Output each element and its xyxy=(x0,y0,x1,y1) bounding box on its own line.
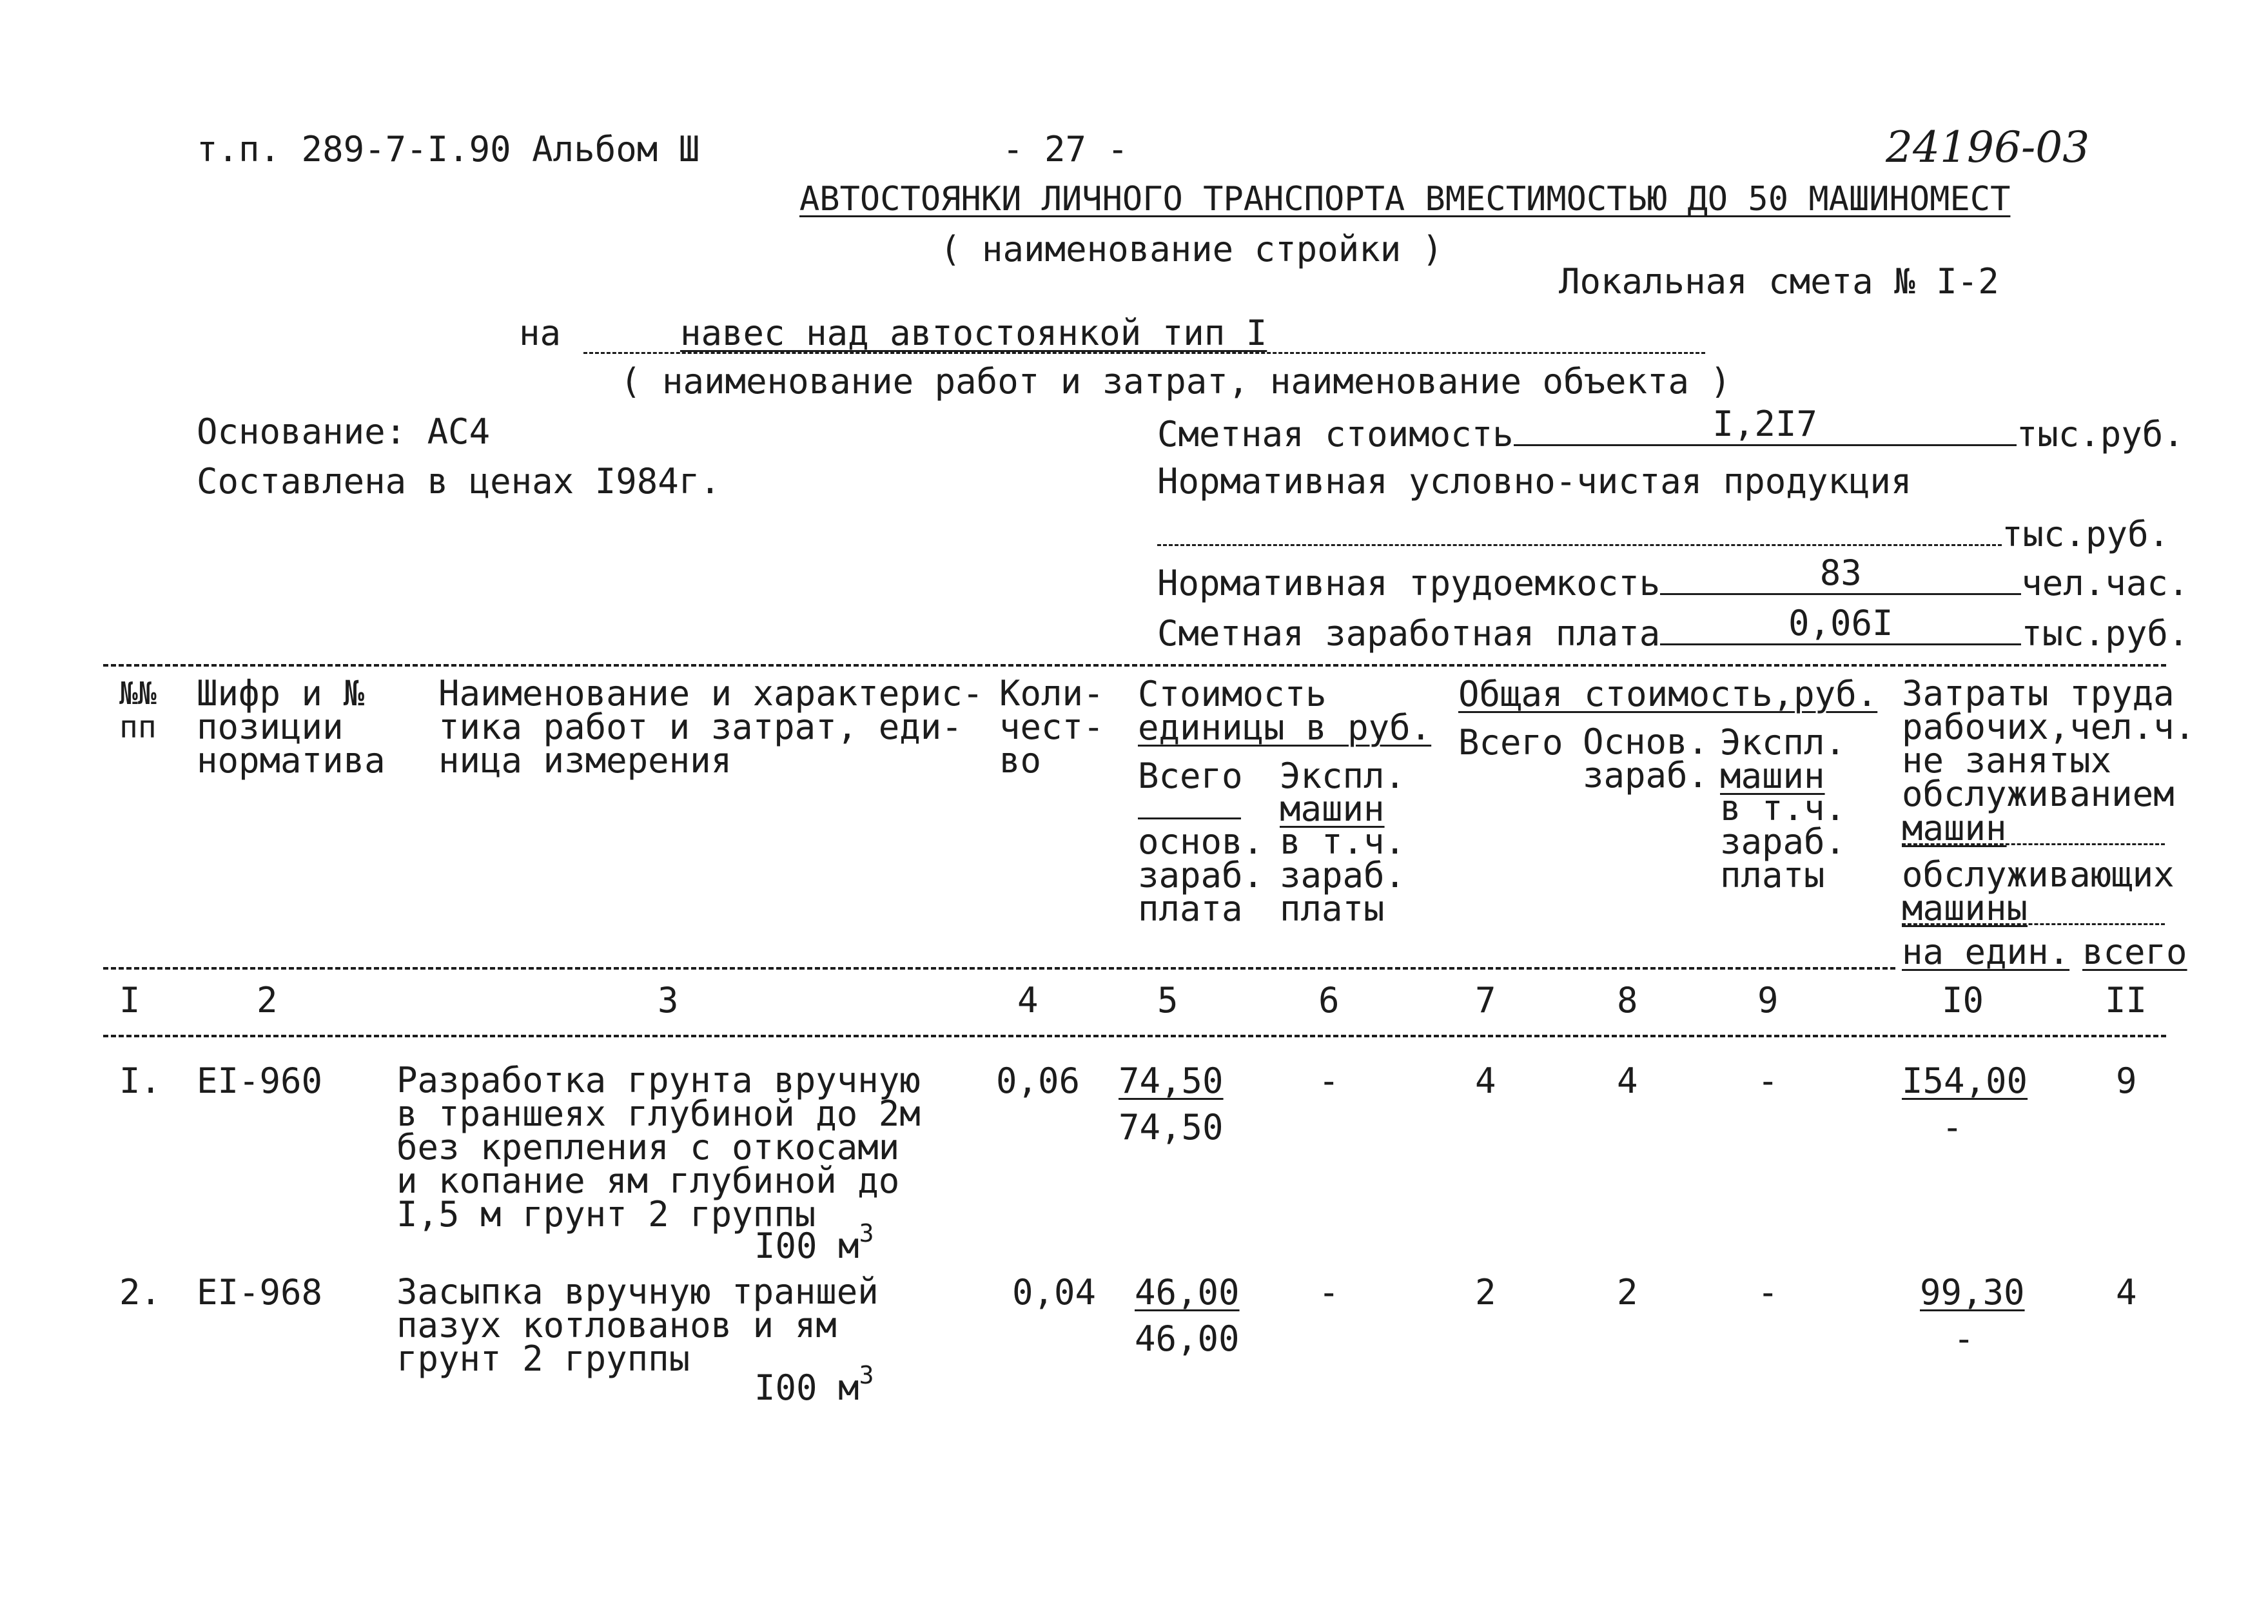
estimate-number: Локальная смета № I-2 xyxy=(1559,261,1999,302)
page-number: - 27 - xyxy=(1002,129,1129,170)
row-labor-unit-machines: - xyxy=(1942,1107,1963,1148)
labor-blank xyxy=(1660,553,2021,595)
document-reference: т.п. 289-7-I.90 Альбом Ш xyxy=(197,129,700,170)
header-col-10-machines-label: машин xyxy=(1902,808,2007,848)
row-unit-total: 46,00 xyxy=(1135,1272,1240,1313)
row-labor-unit: I54,00 xyxy=(1902,1061,2028,1101)
header-col-1: №№ пп xyxy=(119,676,157,745)
project-title: АВТОСТОЯНКИ ЛИЧНОГО ТРАНСПОРТА ВМЕСТИМОСТЬЮ ДО 50 МАШИНОМЕСТ xyxy=(799,180,2011,219)
col-number-11: II xyxy=(2105,980,2147,1021)
row-unit xyxy=(754,1361,874,1408)
row-name: Разработка грунта вручную в траншеях глубиной до 2м без крепления с откосами и копание ям глубиной до I,5 м грунт 2 группы xyxy=(396,1060,921,1235)
estimated-cost-blank xyxy=(1514,404,2017,446)
header-col-10-machines xyxy=(1902,808,2165,848)
header-col-5-total: Всего xyxy=(1138,756,1243,796)
row-total-machines: - xyxy=(1757,1061,1779,1101)
prices-text: Составлена в ценах I984г. xyxy=(197,461,721,502)
col-number-10: I0 xyxy=(1942,980,1984,1021)
row-labor-total: 9 xyxy=(2116,1061,2137,1101)
row-unit-total: 74,50 xyxy=(1119,1061,1224,1101)
header-rule xyxy=(103,967,1895,970)
net-product-label: Нормативная условно-чистая продукция xyxy=(1157,461,1912,502)
header-col-5-group-unit: единицы в руб. xyxy=(1138,707,1432,748)
estimated-cost-unit: тыс.руб. xyxy=(2016,414,2184,455)
header-col-4: Коли- чест- во xyxy=(999,673,1104,781)
header-col-9-top-machines: машин xyxy=(1720,756,1825,796)
row-quantity: 0,04 xyxy=(1012,1272,1097,1313)
row-number: I. xyxy=(119,1061,162,1101)
header-col-5-base: основ. зараб. плата xyxy=(1138,821,1264,929)
wages-blank xyxy=(1660,603,2021,645)
work-on-label: на xyxy=(519,313,562,353)
row-code: EI-968 xyxy=(197,1272,323,1313)
row-unit-text: I00 м xyxy=(754,1226,859,1266)
row-unit-superscript: 3 xyxy=(859,1361,874,1389)
header-col-10-group: Затраты труда рабочих,чел.ч. не занятых обслуживанием xyxy=(1902,673,2196,814)
project-caption: ( наименование стройки ) xyxy=(940,229,1443,269)
work-title-line xyxy=(583,313,1705,354)
net-product-blank xyxy=(1157,514,2002,546)
row-total-machines: - xyxy=(1757,1272,1779,1313)
col-number-8: 8 xyxy=(1617,980,1638,1021)
header-col-3: Наименование и характерис- тика работ и затрат, еди- ница измерения xyxy=(438,673,984,781)
column-number-rule xyxy=(103,1035,2166,1037)
row-labor-unit-machines: - xyxy=(1953,1318,1975,1359)
row-number: 2. xyxy=(119,1272,162,1313)
row-total: 2 xyxy=(1475,1272,1496,1313)
wages-unit: тыс.руб. xyxy=(2021,613,2189,654)
col-number-2: 2 xyxy=(257,980,278,1021)
col-number-9: 9 xyxy=(1757,980,1779,1021)
net-product-row xyxy=(1157,514,2169,552)
row-labor-unit: 99,30 xyxy=(1920,1272,2025,1313)
row-total-wage: 4 xyxy=(1617,1061,1638,1101)
header-col-10-unit: на един. xyxy=(1902,932,2070,972)
row-total: 4 xyxy=(1475,1061,1496,1101)
row-unit-wage: 74,50 xyxy=(1119,1107,1224,1148)
work-caption: ( наименование работ и затрат, наименование объекта ) xyxy=(620,361,1732,402)
header-col-10-serving: обслуживающих xyxy=(1902,854,2175,895)
col-number-3: 3 xyxy=(658,980,679,1021)
header-col-10-machine-label: машины xyxy=(1902,888,2028,928)
basis-text: Основание: АС4 xyxy=(197,411,491,452)
table-top-rule xyxy=(103,664,2166,667)
labor-label: Нормативная трудоемкость xyxy=(1157,563,1661,603)
labor-value: 83 xyxy=(1819,553,1862,593)
row-unit-machines: - xyxy=(1318,1061,1340,1101)
row-unit-wage: 46,00 xyxy=(1135,1318,1240,1359)
wages-value: 0,06I xyxy=(1788,603,1893,643)
col-number-6: 6 xyxy=(1318,980,1340,1021)
header-col-8: Основ. зараб. xyxy=(1583,721,1709,796)
col-number-7: 7 xyxy=(1475,980,1496,1021)
header-col-5-group: Стоимость xyxy=(1138,674,1327,714)
row-name: Засыпка вручную траншей пазух котлованов и ям грунт 2 группы xyxy=(396,1271,879,1379)
header-col-11-total: всего xyxy=(2082,932,2187,972)
row-unit-machines: - xyxy=(1318,1272,1340,1313)
header-col-10-machine xyxy=(1902,888,2165,928)
row-code: EI-960 xyxy=(197,1061,323,1101)
work-title: навес над автостоянкой тип I xyxy=(680,313,1267,353)
header-col-7: Всего xyxy=(1458,722,1563,763)
header-col-9-bottom: в т.ч. зараб. платы xyxy=(1720,788,1846,895)
row-unit xyxy=(754,1219,874,1266)
header-col-6-top-machines: машин xyxy=(1280,788,1385,829)
header-col-6-bottom: в т.ч. зараб. платы xyxy=(1280,821,1406,929)
row-unit-text: I00 м xyxy=(754,1367,859,1408)
wages-row xyxy=(1157,603,2189,654)
header-col-7-group: Общая стоимость,руб. xyxy=(1458,674,1878,714)
row-labor-total: 4 xyxy=(2116,1272,2137,1313)
row-unit-superscript: 3 xyxy=(859,1219,874,1247)
header-col-2: Шифр и № позиции норматива xyxy=(197,673,386,781)
header-col-9-top: Экспл. xyxy=(1720,722,1846,763)
header-col-5-divider xyxy=(1138,817,1241,819)
labor-unit: чел.час. xyxy=(2021,563,2189,603)
col-number-4: 4 xyxy=(1017,980,1039,1021)
estimated-cost-value: I,2I7 xyxy=(1712,404,1817,444)
wages-label: Сметная заработная плата xyxy=(1157,613,1661,654)
labor-row xyxy=(1157,553,2189,603)
col-number-1: I xyxy=(119,980,141,1021)
estimated-cost-row xyxy=(1157,404,2184,455)
estimated-cost-label: Сметная стоимость xyxy=(1157,414,1514,455)
net-product-unit: тыс.руб. xyxy=(2002,514,2170,554)
handwritten-code: 24196-03 xyxy=(1886,122,2090,172)
header-col-6-top: Экспл. xyxy=(1280,756,1406,796)
col-number-5: 5 xyxy=(1157,980,1178,1021)
row-quantity: 0,06 xyxy=(996,1061,1080,1101)
row-total-wage: 2 xyxy=(1617,1272,1638,1313)
